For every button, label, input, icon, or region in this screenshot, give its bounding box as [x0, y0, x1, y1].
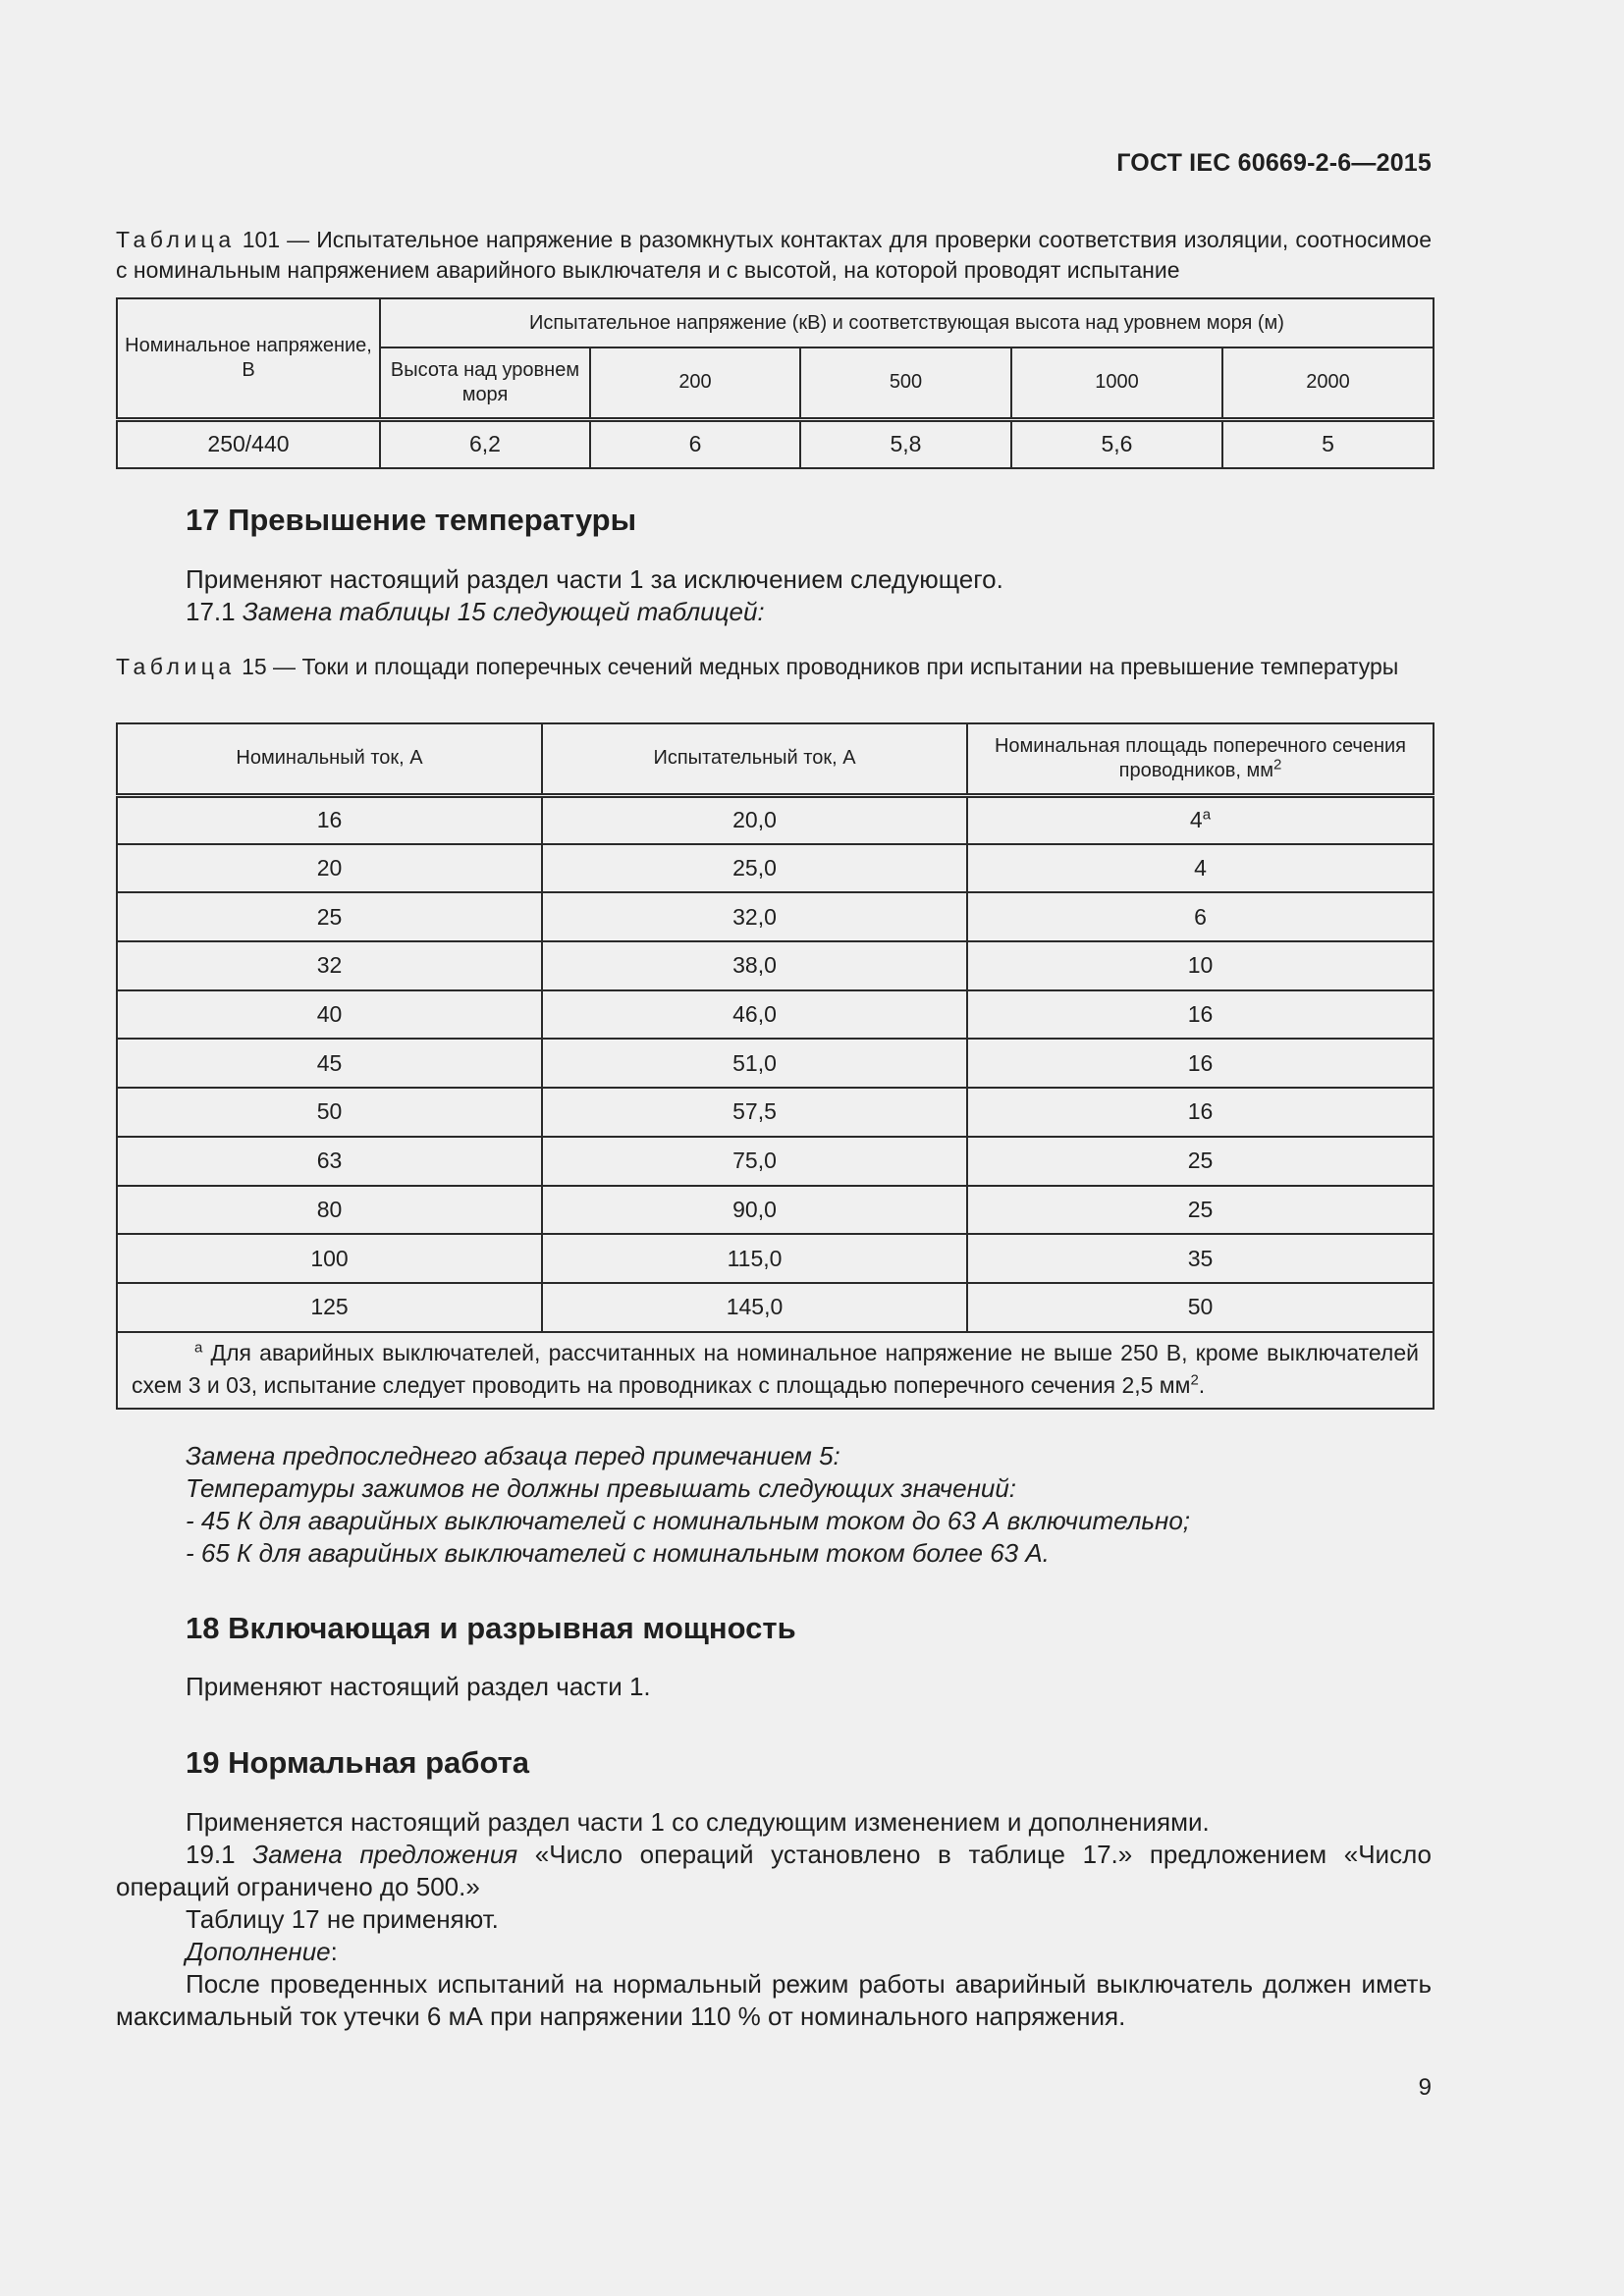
section-18-title: 18 Включающая и разрывная мощность — [186, 1611, 796, 1645]
table-cell: 45 — [117, 1039, 542, 1088]
table-cell: 25 — [967, 1186, 1434, 1235]
table-cell: $4^а$ — [967, 795, 1434, 844]
section-17-title: 17 Превышение температуры — [186, 503, 637, 537]
table-cell: 10 — [967, 941, 1434, 990]
table-cell: 25,0 — [542, 844, 967, 893]
table-cell: 51,0 — [542, 1039, 967, 1088]
table-cell: 4 — [967, 844, 1434, 893]
table-footnote-row — [117, 1332, 1434, 1409]
table-cell: 32 — [117, 941, 542, 990]
table-cell: 16 — [967, 1039, 1434, 1088]
clause-italic: Замена предложения — [252, 1840, 518, 1869]
replacement-line: Температуры зажимов не должны превышать следующих значений: — [186, 1473, 1017, 1503]
table-row — [117, 844, 1434, 893]
table-row — [117, 1283, 1434, 1332]
table-cell: 5,6 — [1011, 419, 1222, 468]
table-cell: 5,8 — [800, 419, 1011, 468]
col-rated-voltage: Номинальное напряжение, В — [117, 298, 380, 419]
col-altitude-value: 1000 — [1011, 347, 1222, 419]
table-row — [117, 795, 1434, 844]
caption-text: 101 — Испытательное напряжение в разомкнутых контактах для проверки соответствия изоляции, соотносимое с номинальным напряжением аварийного выключателя и с высотой, на которой проводят испытание — [116, 227, 1432, 283]
section-19-addition: Дополнение: — [186, 1937, 338, 1966]
table-101-caption — [116, 225, 1432, 286]
col-rated-current: Номинальный ток, А — [117, 723, 542, 795]
document-code: ГОСТ IEC 60669-2-6—2015 — [1116, 149, 1432, 177]
clause-number: 19.1 — [186, 1840, 253, 1869]
section-17-paragraph: Применяют настоящий раздел части 1 за исключением следующего. — [186, 564, 1003, 594]
table-row — [117, 990, 1434, 1040]
table-cell: 250/440 — [117, 419, 380, 468]
table-cell: 100 — [117, 1234, 542, 1283]
page-number: 9 — [1418, 2074, 1432, 2101]
clause-italic: Замена таблицы 15 следующей таблицей: — [242, 597, 765, 626]
table-cell: 145,0 — [542, 1283, 967, 1332]
table-footnote: $^а$ Для аварийных выключателей, рассчитанных на номинальное напряжение не выше 250 В, кроме выключателей схем 3 и 03, испытание следует проводить на проводниках с площадью поперечного сечения 2,5 $мм^2$. — [117, 1332, 1434, 1409]
section-19-body — [116, 1806, 1432, 2033]
table-cell: 75,0 — [542, 1137, 967, 1186]
table-cell: 6,2 — [380, 419, 590, 468]
col-test-voltage-group: Испытательное напряжение (кВ) и соответствующая высота над уровнем моря (м) — [380, 298, 1434, 347]
table-label: Таблица — [116, 227, 236, 252]
table-cell: 46,0 — [542, 990, 967, 1040]
table-15-caption — [116, 652, 1432, 682]
table-cell: 50 — [967, 1283, 1434, 1332]
footnote-marker: а — [1202, 806, 1212, 824]
caption-text: 15 — Токи и площади поперечных сечений медных проводников при испытании на превышение температуры — [235, 654, 1399, 679]
table-101 — [116, 297, 1435, 469]
col-altitude-value: 2000 — [1222, 347, 1434, 419]
table-cell: 16 — [117, 795, 542, 844]
table-cell: 125 — [117, 1283, 542, 1332]
table-cell: 5 — [1222, 419, 1434, 468]
table-15 — [116, 722, 1435, 1410]
table-cell: 20 — [117, 844, 542, 893]
table-row — [117, 1039, 1434, 1088]
table-label: Таблица — [116, 654, 236, 679]
replacement-line: - 45 К для аварийных выключателей с номинальным током до 63 А включительно; — [186, 1506, 1191, 1535]
table-cell: 57,5 — [542, 1088, 967, 1137]
table-cell: 80 — [117, 1186, 542, 1235]
replacement-block — [116, 1440, 1432, 1570]
table-cell: 90,0 — [542, 1186, 967, 1235]
table-cell: 115,0 — [542, 1234, 967, 1283]
table-cell: 25 — [967, 1137, 1434, 1186]
table-cell: 16 — [967, 1088, 1434, 1137]
col-altitude-value: 200 — [590, 347, 800, 419]
section-18-paragraph: Применяют настоящий раздел части 1. — [186, 1672, 651, 1701]
table-cell: 38,0 — [542, 941, 967, 990]
col-altitude-value: 500 — [800, 347, 1011, 419]
table-row — [117, 1186, 1434, 1235]
replacement-line: Замена предпоследнего абзаца перед примечанием 5: — [186, 1441, 840, 1470]
section-19-1 — [116, 1839, 1432, 1903]
table-row — [117, 1088, 1434, 1137]
table-cell: 16 — [967, 990, 1434, 1040]
table-row — [117, 1137, 1434, 1186]
table-cell: 20,0 — [542, 795, 967, 844]
footnote-marker: а — [194, 1338, 203, 1356]
section-19-title: 19 Нормальная работа — [186, 1745, 530, 1780]
table-row — [117, 419, 1434, 468]
replacement-line: - 65 К для аварийных выключателей с номинальным током более 63 А. — [186, 1538, 1050, 1568]
table-row — [117, 941, 1434, 990]
clause-text: «Число операций установлено в таблице 17.» предложением «Число операций ограничено до 500.» — [116, 1840, 1433, 1901]
clause-number: 17.1 — [186, 597, 243, 626]
table-cell: 63 — [117, 1137, 542, 1186]
table-cell: 6 — [590, 419, 800, 468]
col-altitude: Высота над уровнем моря — [380, 347, 590, 419]
table-cell: 6 — [967, 892, 1434, 941]
section-19-paragraph: После проведенных испытаний на нормальный режим работы аварийный выключатель должен иметь максимальный ток утечки 6 мА при напряжении 110 % от номинального напряжения. — [116, 1969, 1432, 2031]
table-cell: 32,0 — [542, 892, 967, 941]
section-19-paragraph: Таблицу 17 не применяют. — [186, 1904, 499, 1934]
col-cross-section: Номинальная площадь поперечного сечения проводников, $мм^2$ — [967, 723, 1434, 795]
table-cell: 25 — [117, 892, 542, 941]
section-17-1 — [116, 596, 1432, 628]
table-row — [117, 892, 1434, 941]
table-row — [117, 1234, 1434, 1283]
table-cell: 50 — [117, 1088, 542, 1137]
table-cell: 40 — [117, 990, 542, 1040]
table-cell: 35 — [967, 1234, 1434, 1283]
section-19-paragraph: Применяется настоящий раздел части 1 со следующим изменением и дополнениями. — [186, 1807, 1210, 1837]
col-test-current: Испытательный ток, А — [542, 723, 967, 795]
